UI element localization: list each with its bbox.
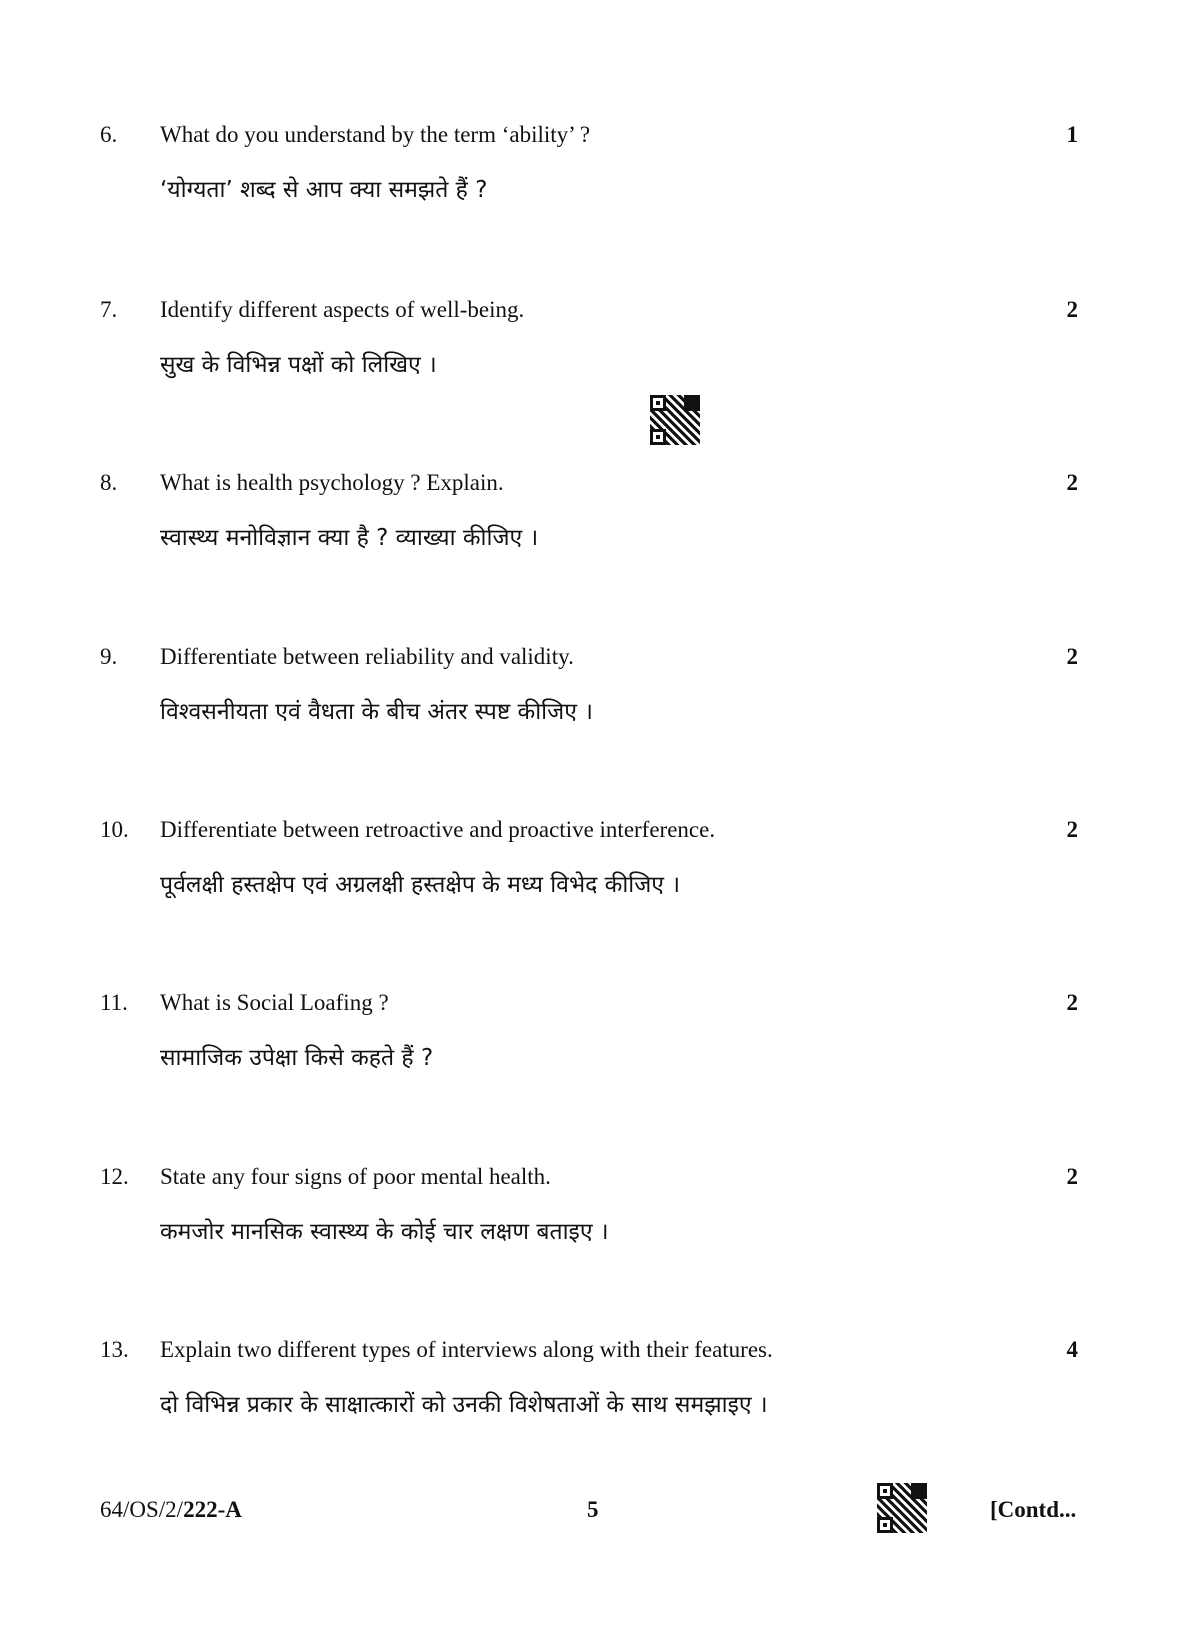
question-text-hindi: स्वास्थ्य मनोविज्ञान क्या है ? व्याख्या कीजिए । [160,525,539,551]
question-11 [0,988,1188,1108]
question-text-english: What is health psychology ? Explain. [160,470,504,495]
question-text-hindi: दो विभिन्न प्रकार के साक्षात्कारों को उनकी विशेषताओं के साथ समझाइए । [160,1392,768,1418]
question-marks: 2 [1066,990,1078,1015]
paper-code [100,1495,242,1525]
question-number: 11. [100,990,128,1015]
question-text-english: Differentiate between retroactive and proactive interference. [160,817,716,842]
question-6 [0,120,1188,240]
question-text-hindi: सामाजिक उपेक्षा किसे कहते हैं ? [160,1045,434,1071]
qr-code-icon [877,1483,927,1533]
question-marks: 4 [1066,1337,1078,1362]
question-text-hindi: पूर्वलक्षी हस्तक्षेप एवं अग्रलक्षी हस्तक्षेप के मध्य विभेद कीजिए । [160,872,681,898]
question-8 [0,468,1188,588]
question-number: 6. [100,122,118,147]
question-7 [0,295,1188,415]
page-number: 5 [587,1497,599,1522]
question-marks: 1 [1066,122,1078,147]
question-text-english: What do you understand by the term ‘ability’ ? [160,122,591,147]
question-text-hindi: कमजोर मानसिक स्वास्थ्य के कोई चार लक्षण बताइए । [160,1219,609,1245]
question-marks: 2 [1066,1164,1078,1189]
question-10 [0,815,1188,935]
question-text-hindi: विश्वसनीयता एवं वैधता के बीच अंतर स्पष्ट कीजिए । [160,699,593,725]
paper-code-suffix: 222-A [183,1497,242,1522]
question-text-hindi: सुख के विभिन्न पक्षों को लिखिए । [160,352,437,378]
question-marks: 2 [1066,297,1078,322]
question-marks: 2 [1066,817,1078,842]
question-number: 8. [100,470,118,495]
question-9 [0,642,1188,762]
paper-code-prefix: 64/OS/2/ [100,1497,184,1522]
question-number: 13. [100,1337,129,1362]
question-marks: 2 [1066,644,1078,669]
question-text-english: Explain two different types of interviews along with their features. [160,1337,773,1362]
question-text-english: Differentiate between reliability and validity. [160,644,574,669]
question-number: 10. [100,817,129,842]
qr-code-icon [650,395,700,445]
continued-label: [Contd... [990,1497,1077,1522]
question-13 [0,1335,1188,1455]
question-marks: 2 [1066,470,1078,495]
page-footer [0,1495,1188,1535]
question-text-hindi: ‘योग्यता’ शब्द से आप क्या समझते हैं ? [160,177,488,203]
question-number: 12. [100,1164,129,1189]
question-text-english: State any four signs of poor mental health. [160,1164,551,1189]
question-text-english: Identify different aspects of well-being. [160,297,525,322]
question-12 [0,1162,1188,1282]
question-text-english: What is Social Loafing ? [160,990,389,1015]
question-number: 9. [100,644,118,669]
question-number: 7. [100,297,118,322]
